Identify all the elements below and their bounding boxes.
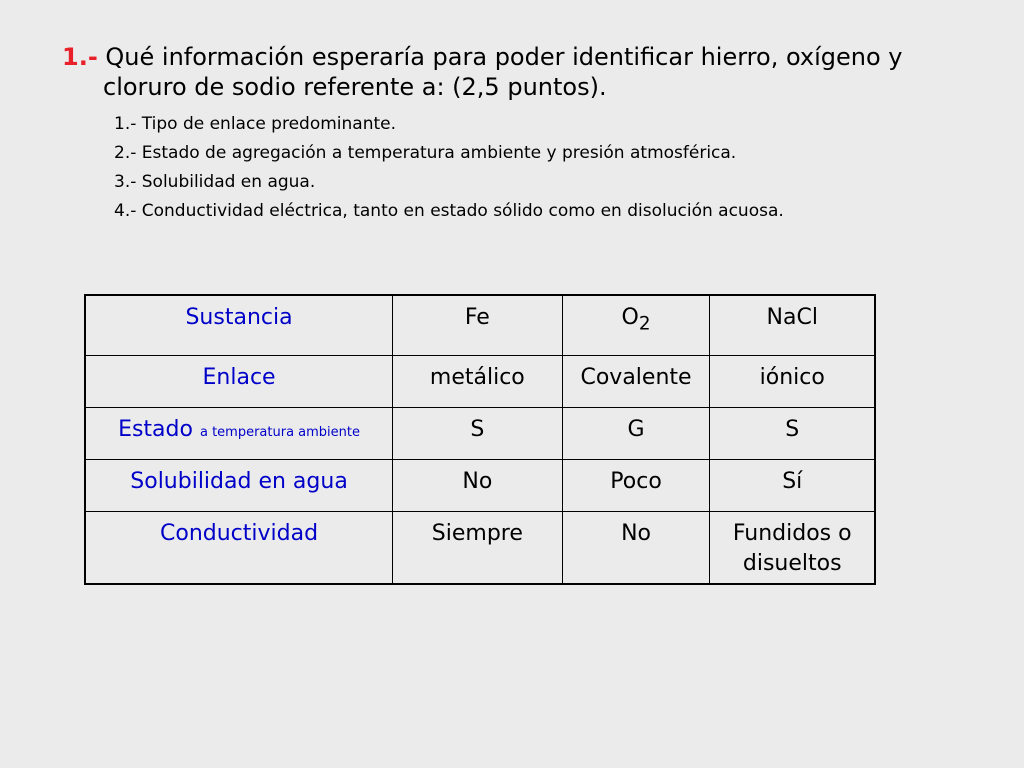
row-label-estado-note: a temperatura ambiente: [199, 425, 360, 440]
criteria-item: 2.- Estado de agregación a temperatura ambiente y presión atmosférica.: [114, 143, 737, 163]
cell-o2: G: [562, 408, 710, 460]
cell-fe: S: [393, 408, 563, 460]
table-row: [85, 460, 875, 512]
table-row: [85, 408, 875, 460]
question-line-1: [62, 42, 962, 72]
criteria-list: [114, 110, 784, 226]
row-label-enlace: Enlace: [85, 356, 393, 408]
header-nacl: NaCl: [710, 295, 875, 356]
cell-o2: No: [562, 512, 710, 585]
question-text: [62, 42, 962, 102]
row-label-estado: [85, 408, 393, 460]
header-o2: [562, 295, 710, 356]
table-row: [85, 356, 875, 408]
criteria-item: 1.- Tipo de enlace predominante.: [114, 114, 397, 134]
cell-o2: Poco: [562, 460, 710, 512]
cell-nacl: S: [710, 408, 875, 460]
cell-nacl: Sí: [710, 460, 875, 512]
row-label-conductividad: Conductividad: [85, 512, 393, 585]
header-fe: Fe: [393, 295, 563, 356]
cell-nacl: iónico: [710, 356, 875, 408]
table-header-row: [85, 295, 875, 356]
question-number: 1.-: [62, 43, 98, 71]
cell-fe: metálico: [393, 356, 563, 408]
cell-fe: Siempre: [393, 512, 563, 585]
question-line-2: cloruro de sodio referente a: (2,5 puntos).: [103, 73, 607, 101]
o2-subscript: 2: [638, 313, 651, 335]
row-label-solubilidad: Solubilidad en agua: [85, 460, 393, 512]
criteria-item: 3.- Solubilidad en agua.: [114, 172, 316, 192]
cell-nacl: Fundidos o disueltos: [710, 512, 875, 585]
properties-table: [84, 294, 876, 585]
table-row: [85, 512, 875, 585]
o2-base: O: [621, 305, 639, 330]
cell-o2: Covalente: [562, 356, 710, 408]
header-substance: Sustancia: [85, 295, 393, 356]
cell-fe: No: [393, 460, 563, 512]
row-label-estado-text: Estado: [118, 417, 193, 442]
criteria-item: 4.- Conductividad eléctrica, tanto en estado sólido como en disolución acuosa.: [114, 201, 784, 221]
question-line-1-text: Qué información esperaría para poder identificar hierro, oxígeno y: [97, 43, 903, 71]
